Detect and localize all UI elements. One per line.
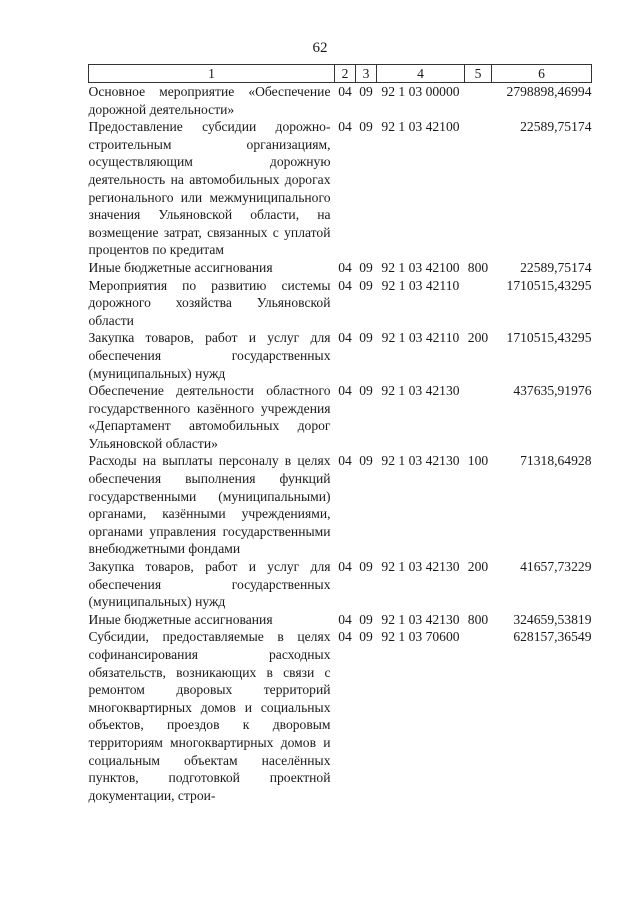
row-expense-type (465, 382, 492, 452)
row-name: Субсидии, предоставляемые в целях софинансирования расходных обязательств, возникающих в связи с ремонтом дворовых территорий многоквартирных домов и социальных объектов, проездов к дворовым территориям многоквартирных домов и социальным объектам населённых пунктов, подготовкой проектной документации, строи- (88, 629, 331, 803)
row-amount: 2798898,46994 (506, 84, 592, 99)
row-amount: 71318,64928 (520, 453, 592, 469)
header-col-4: 4 (377, 65, 465, 83)
row-amount: 22589,75174 (520, 119, 592, 135)
row-expense-type (465, 277, 492, 330)
row-section: 04 (338, 84, 352, 99)
row-target-article: 92 1 03 42110 (381, 277, 460, 293)
page-number: 62 (312, 40, 328, 56)
row-amount: 437635,91976 (513, 383, 592, 399)
row-target-article: 92 1 03 42110 (381, 330, 460, 346)
table-row (89, 118, 592, 259)
row-target-article: 92 1 03 42130 (381, 453, 460, 469)
row-name: Предоставление субсидии дорожно-строительным организациям, осуществляющим дорожную деятельность на автомобильных дорогах регионального или межмуниципального значения Ульяновской области, на возмещение затрат, связанных с уплатой процентов по кредитам (88, 119, 331, 258)
row-amount: 628157,36549 (513, 629, 592, 645)
table-row (89, 277, 592, 330)
row-subsection: 09 (359, 84, 373, 99)
row-subsection: 09 (359, 277, 373, 293)
row-amount: 1710515,43295 (506, 330, 592, 346)
row-section: 04 (338, 330, 352, 346)
header-col-1: 1 (89, 65, 335, 83)
row-name: Обеспечение деятельности областного государственного казённого учреждения «Департамент автомобильных дорог Ульяновской области» (88, 383, 331, 451)
table-row (89, 628, 592, 804)
table-row (89, 382, 592, 452)
row-subsection: 09 (359, 629, 373, 645)
row-section: 04 (338, 277, 352, 293)
header-col-5: 5 (465, 65, 492, 83)
row-expense-type: 800 (467, 259, 489, 275)
row-subsection: 09 (359, 559, 373, 575)
row-amount: 41657,73229 (520, 559, 592, 575)
row-subsection: 09 (359, 383, 373, 399)
row-section: 04 (338, 559, 352, 575)
table-header (89, 65, 592, 83)
row-name: Иные бюджетные ассигнования (88, 259, 273, 275)
table-row (89, 452, 592, 558)
row-subsection: 09 (359, 259, 373, 275)
row-target-article: 92 1 03 00000 (381, 84, 460, 99)
header-row (89, 65, 592, 83)
row-subsection: 09 (359, 119, 373, 135)
header-col-6: 6 (492, 65, 592, 83)
row-expense-type (465, 628, 492, 804)
row-name: Закупка товаров, работ и услуг для обеспечения государственных (муниципальных) нужд (88, 559, 331, 610)
row-section: 04 (338, 611, 352, 627)
row-expense-type: 200 (467, 330, 489, 346)
row-expense-type (465, 83, 492, 119)
row-name: Основное мероприятие «Обеспечение дорожной деятельности» (88, 84, 331, 117)
table-body (89, 83, 592, 805)
table-row (89, 611, 592, 629)
row-target-article: 92 1 03 42130 (381, 559, 460, 575)
table-row (89, 329, 592, 382)
row-expense-type: 100 (467, 453, 489, 469)
row-section: 04 (338, 259, 352, 275)
row-name: Иные бюджетные ассигнования (88, 611, 273, 627)
row-amount: 324659,53819 (513, 611, 592, 627)
header-col-3: 3 (356, 65, 377, 83)
row-target-article: 92 1 03 42130 (381, 611, 460, 627)
row-name: Закупка товаров, работ и услуг для обеспечения государственных (муниципальных) нужд (88, 330, 331, 381)
row-expense-type (465, 118, 492, 259)
row-section: 04 (338, 629, 352, 645)
table-row (89, 259, 592, 277)
row-target-article: 92 1 03 70600 (381, 629, 460, 645)
table-row (89, 83, 592, 119)
row-subsection: 09 (359, 453, 373, 469)
row-target-article: 92 1 03 42100 (381, 119, 460, 135)
row-name: Расходы на выплаты персоналу в целях обеспечения выполнения функций государственными (муниципальными) органами, казёнными учреждениями, органами управления государственными внебюджетными фондами (88, 453, 331, 557)
row-subsection: 09 (359, 330, 373, 346)
row-target-article: 92 1 03 42130 (381, 383, 460, 399)
row-target-article: 92 1 03 42100 (381, 259, 460, 275)
row-section: 04 (338, 453, 352, 469)
header-col-2: 2 (335, 65, 356, 83)
row-subsection: 09 (359, 611, 373, 627)
row-section: 04 (338, 383, 352, 399)
row-expense-type: 200 (467, 559, 489, 575)
row-name: Мероприятия по развитию системы дорожного хозяйства Ульяновской области (88, 277, 331, 328)
table-row (89, 558, 592, 611)
row-expense-type: 800 (467, 611, 489, 627)
budget-table (88, 64, 592, 804)
row-amount: 1710515,43295 (506, 277, 592, 293)
row-section: 04 (338, 119, 352, 135)
row-amount: 22589,75174 (520, 259, 592, 275)
